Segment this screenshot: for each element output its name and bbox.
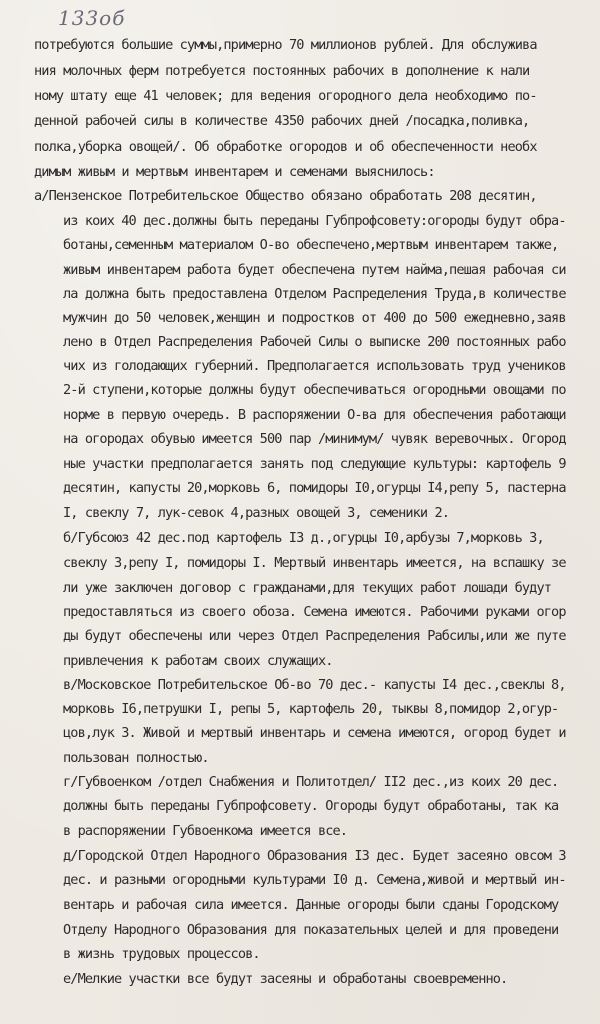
text-line: дес. и разными огородными культурами I0 д. Семена,живой и мертвый ин- bbox=[63, 872, 566, 888]
paragraph-a-line: а/Пензенское Потребительское Общество обязано обработать 208 десятин, bbox=[34, 188, 537, 204]
text-line: димым живым и мертвым инвентарем и семенами выяснилось: bbox=[34, 164, 435, 180]
text-line: предоставляться из своего обоза. Семена имеются. Рабочими руками огор bbox=[63, 604, 566, 620]
text-line: потребуются большие суммы,примерно 70 миллионов рублей. Для обслужива bbox=[34, 37, 537, 53]
paragraph-e-line: е/Мелкие участки все будут засеяны и обработаны своевременно. bbox=[63, 971, 508, 987]
text-line: ния молочных ферм потребуется постоянных рабочих в дополнение к нали bbox=[34, 63, 530, 79]
text-line: ды будут обеспечены или через Отдел Распределения Рабсилы,или же путе bbox=[63, 628, 566, 644]
text-line: свеклу 3,репу I, помидоры I. Мертвый инвентарь имеется, на вспашку зе bbox=[63, 555, 566, 571]
text-line: Отделу Народного Образования для показательных целей и для проведени bbox=[63, 922, 559, 938]
text-line: ла должна быть предоставлена Отделом Распределения Труда,в количестве bbox=[63, 286, 566, 302]
text-line: в распоряжении Губвоенкома имеется все. bbox=[63, 823, 348, 839]
text-line: морковь I6,петрушки I, репы 5, картофель 20, тыквы 8,помидор 2,огур- bbox=[63, 701, 559, 717]
text-line: мужчин до 50 человек,женщин и подростков от 400 до 500 ежедневно,заяв bbox=[63, 310, 566, 326]
text-line: полка,уборка овощей/. Об обработке огородов и об обеспеченности необх bbox=[34, 139, 537, 155]
text-line: ному штату еще 41 человек; для ведения огородного дела необходимо по- bbox=[34, 88, 537, 104]
paragraph-g-line: г/Губвоенком /отдел Снабжения и Политотдел/ II2 дес.,из коих 20 дес. bbox=[63, 774, 559, 790]
text-line: денной рабочей силы в количестве 4350 рабочих дней /посадка,поливка, bbox=[34, 113, 530, 129]
text-line: цов,лук 3. Живой и мертвый инвентарь и семена имеются, огород будет и bbox=[63, 725, 566, 741]
text-line: норме в первую очередь. В распоряжении О-ва для обеспечения работающи bbox=[63, 407, 566, 423]
text-line: I, свеклу 7, лук-севок 4,разных овощей 3, семеники 2. bbox=[63, 505, 450, 521]
text-line: десятин, капусты 20,морковь 6, помидоры I0,огурцы I4,репу 5, пастерна bbox=[63, 480, 566, 496]
paragraph-v-line: в/Московское Потребительское Об-во 70 дес.- капусты I4 дес.,свеклы 8, bbox=[63, 677, 566, 693]
paragraph-b-line: б/Губсоюз 42 дес.под картофель I3 д.,огурцы I0,арбузы 7,морковь 3, bbox=[63, 530, 544, 546]
text-line: из коих 40 дес.должны быть переданы Губпрофсовету:огороды будут обра- bbox=[63, 213, 566, 229]
text-line: ли уже заключен договор с гражданами,для текущих работ лошади будут bbox=[63, 580, 552, 596]
folio-number: 133об bbox=[58, 6, 126, 30]
text-line: привлечения к работам своих служащих. bbox=[63, 653, 333, 669]
paragraph-d-line: д/Городской Отдел Народного Образования I3 дес. Будет засеяно овсом 3 bbox=[63, 848, 566, 864]
text-line: ные участки предполагается занять под следующие культуры: картофель 9 bbox=[63, 456, 566, 472]
text-line: чих из голодающих губерний. Предполагается использовать труд учеников bbox=[63, 358, 566, 374]
text-line: ботаны,семенным материалом О-во обеспечено,мертвым инвентарем также, bbox=[63, 237, 559, 253]
text-line: вентарь и рабочая сила имеется. Данные огороды были сданы Городскому bbox=[63, 897, 559, 913]
text-line: на огородах обувью имеется 500 пар /минимум/ чувяк веревочных. Огород bbox=[63, 431, 566, 447]
text-line: живым инвентарем работа будет обеспечена путем найма,пешая рабочая си bbox=[63, 262, 566, 278]
text-line: пользован полностью. bbox=[63, 750, 209, 766]
text-line: лено в Отдел Распределения Рабочей Силы о выписке 200 постоянных рабо bbox=[63, 334, 566, 350]
text-line: в жизнь трудовых процессов. bbox=[63, 946, 260, 962]
text-line: должны быть переданы Губпрофсовету. Огороды будут обработаны, так ка bbox=[63, 798, 559, 814]
text-line: 2-й ступени,которые должны будут обеспечиваться огородными овощами по bbox=[63, 382, 566, 398]
